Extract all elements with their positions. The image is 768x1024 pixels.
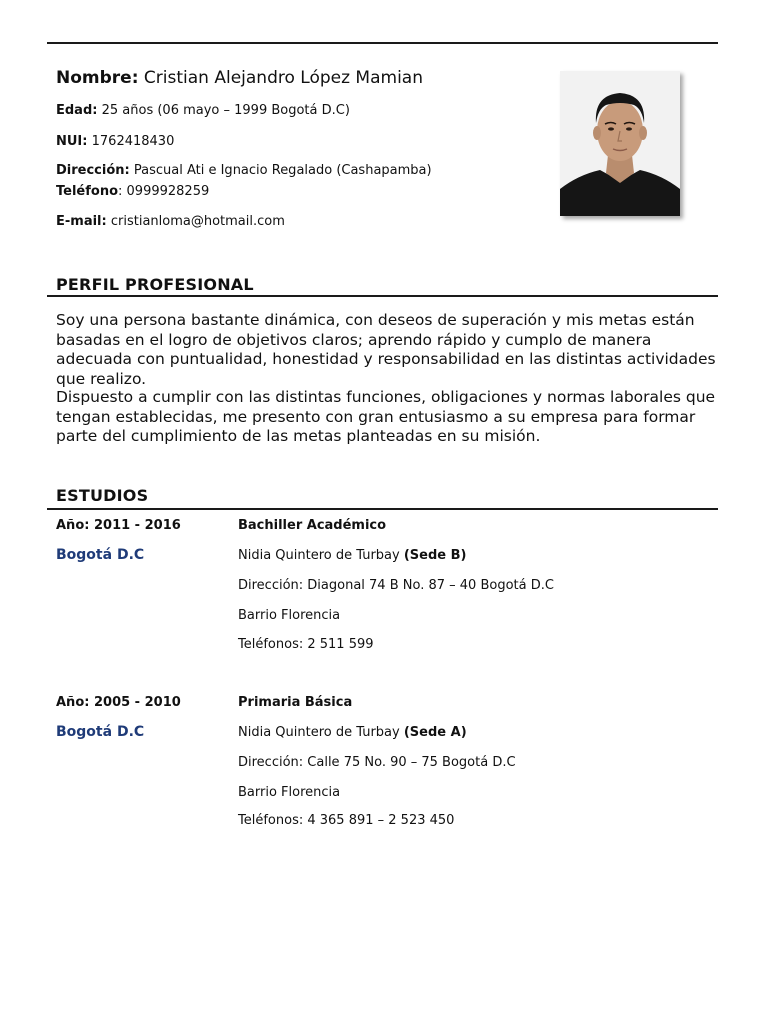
study-school (238, 725, 467, 740)
study-school (238, 548, 466, 563)
profile-section-title: PERFIL PROFESIONAL (56, 275, 254, 294)
email-line (56, 214, 285, 229)
study-degree: Bachiller Académico (238, 518, 387, 533)
address-line (56, 163, 432, 178)
email-label: E-mail: (56, 214, 107, 229)
top-rule (47, 42, 718, 44)
study-year: Año: 2011 - 2016 (56, 518, 181, 533)
profile-rule (47, 295, 718, 297)
nui-line (56, 134, 174, 149)
phone-line (56, 184, 209, 199)
study-school-name: Nidia Quintero de Turbay (238, 725, 400, 740)
study-address: Dirección: Calle 75 No. 90 – 75 Bogotá D.C (238, 755, 516, 770)
study-address: Dirección: Diagonal 74 B No. 87 – 40 Bogotá D.C (238, 578, 554, 593)
study-school-name: Nidia Quintero de Turbay (238, 548, 400, 563)
nui-label: NUI: (56, 134, 88, 149)
study-city: Bogotá D.C (56, 724, 145, 740)
study-phones: Teléfonos: 2 511 599 (238, 637, 374, 652)
name-line (56, 68, 423, 88)
email-value: cristianloma@hotmail.com (110, 214, 285, 229)
name-value: Cristian Alejandro López Mamian (143, 68, 423, 88)
phone-value: : 0999928259 (118, 184, 210, 199)
age-value: 25 años (06 mayo – 1999 Bogotá D.C) (101, 103, 350, 118)
age-label: Edad: (56, 103, 98, 118)
study-degree: Primaria Básica (238, 695, 353, 710)
study-city: Bogotá D.C (56, 547, 145, 563)
study-campus: (Sede B) (403, 548, 467, 563)
studies-rule (47, 508, 718, 510)
studies-section-title: ESTUDIOS (56, 486, 149, 505)
study-phones: Teléfonos: 4 365 891 – 2 523 450 (238, 813, 455, 828)
phone-label: Teléfono (56, 184, 119, 199)
study-neighborhood: Barrio Florencia (238, 608, 341, 623)
address-value: Pascual Ati e Ignacio Regalado (Cashapamba) (133, 163, 432, 178)
name-label: Nombre: (56, 68, 139, 88)
study-campus: (Sede A) (403, 725, 467, 740)
profile-photo (560, 71, 680, 216)
study-year: Año: 2005 - 2010 (56, 695, 181, 710)
nui-value: 1762418430 (91, 134, 175, 149)
age-line (56, 103, 350, 118)
address-label: Dirección: (56, 163, 130, 178)
profile-paragraph-2: Dispuesto a cumplir con las distintas funciones, obligaciones y normas laborales que tengan establecidas, me presento con gran entusiasmo a su empresa para formar parte del cumplimiento de las metas planteadas en su misión. (56, 388, 716, 445)
study-neighborhood: Barrio Florencia (238, 785, 341, 800)
profile-paragraph-1: Soy una persona bastante dinámica, con deseos de superación y mis metas están basadas en el logro de objetivos claros; aprendo rápido y cumplo de manera adecuada con puntualidad, honestidad y responsabilidad en las distintas actividades que realizo. (56, 311, 716, 388)
person-portrait-icon (560, 71, 680, 216)
